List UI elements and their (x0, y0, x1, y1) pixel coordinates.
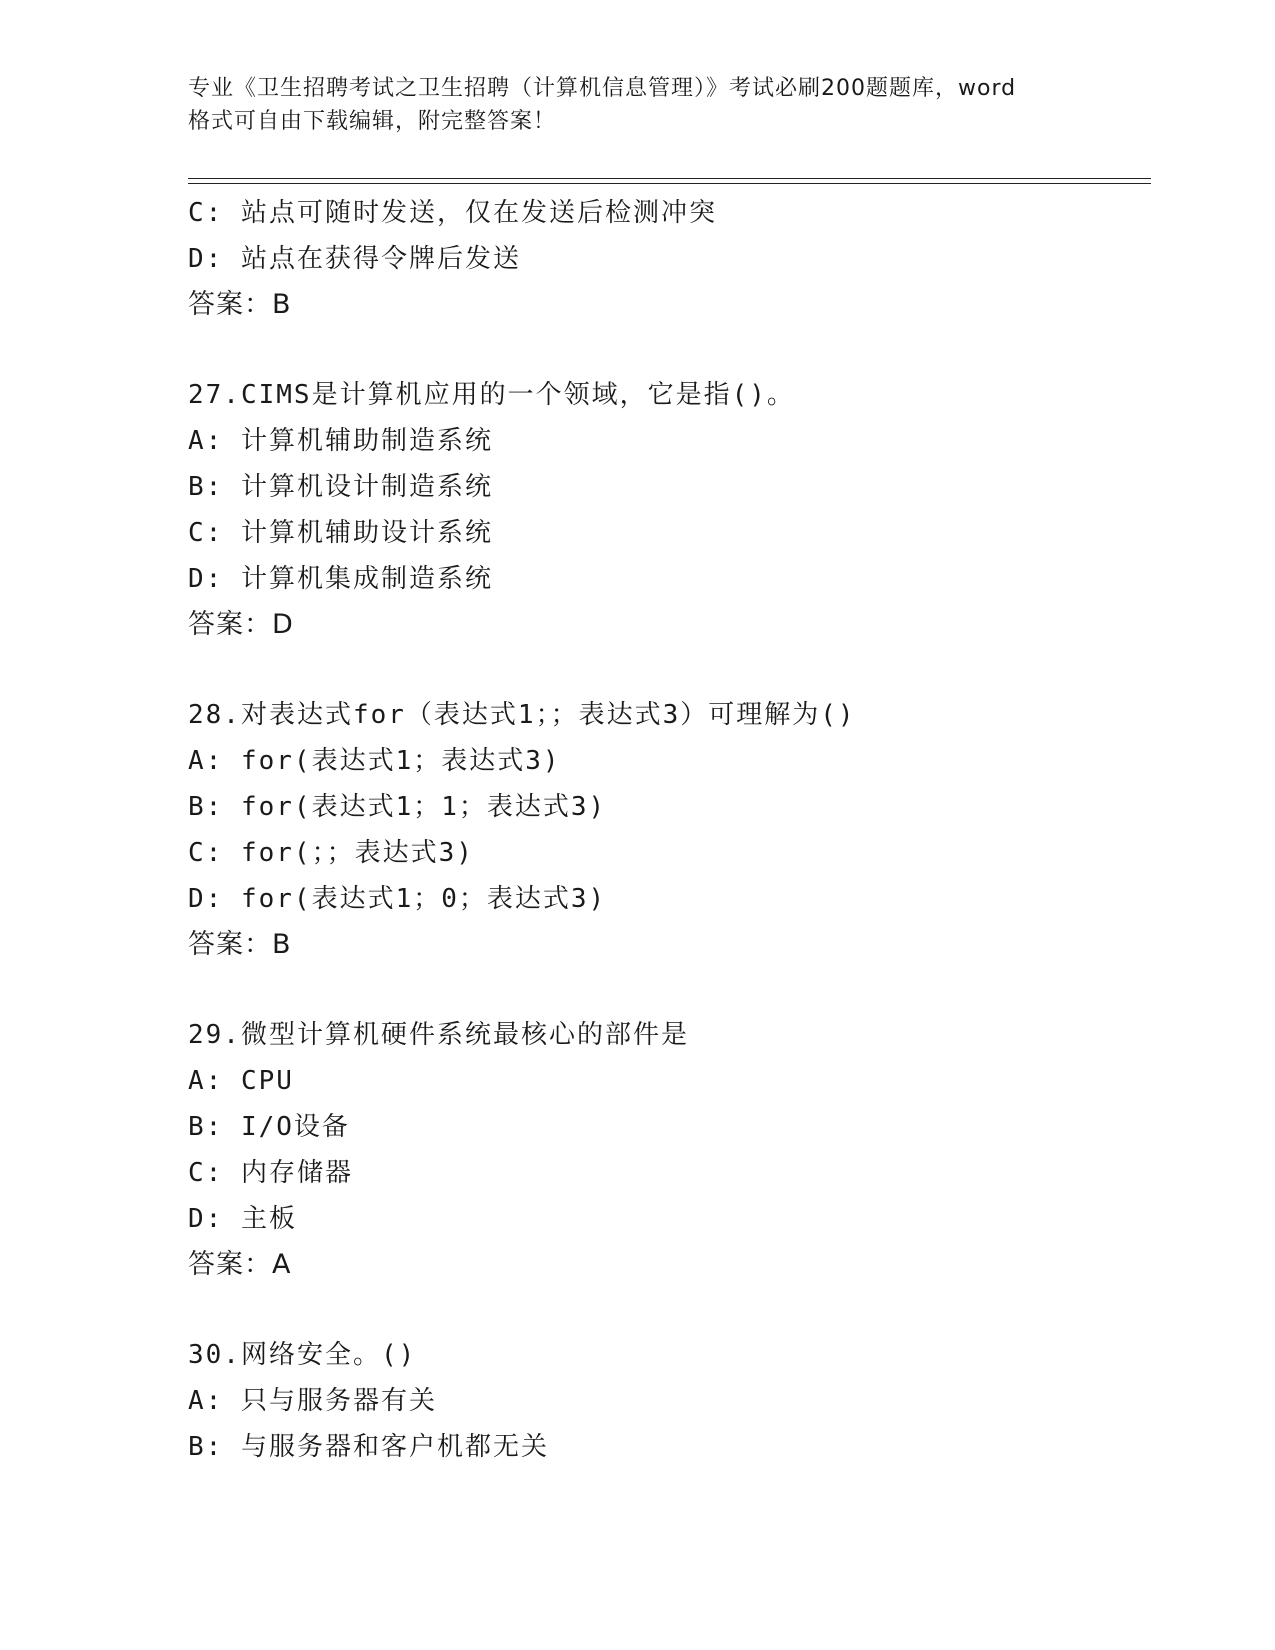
spacer (188, 648, 1148, 692)
header-title-line-2: 格式可自由下载编辑，附完整答案！ (188, 109, 557, 134)
header-title-line-1: 专业《卫生招聘考试之卫生招聘（计算机信息管理）》考试必刷200题题库，word (188, 76, 1017, 101)
question-stem: 28.对表达式for（表达式1；；表达式3）可理解为() (188, 700, 856, 730)
header-rule-top (188, 178, 1151, 179)
option-a: A: for(表达式1；表达式3) (188, 746, 561, 776)
question-29 (188, 1012, 1148, 1288)
option-a: A: 只与服务器有关 (188, 1386, 437, 1416)
option-d: D: 站点在获得令牌后发送 (188, 244, 521, 274)
spacer (188, 328, 1148, 372)
option-d: D: for(表达式1；0；表达式3) (188, 884, 607, 914)
question-stem: 29.微型计算机硬件系统最核心的部件是 (188, 1020, 689, 1050)
question-stem: 27.CIMS是计算机应用的一个领域，它是指()。 (188, 380, 795, 410)
answer-line: 答案：B (188, 289, 292, 320)
question-30 (188, 1332, 1148, 1470)
header-rule-bottom (188, 183, 1151, 184)
option-b: B: 与服务器和客户机都无关 (188, 1432, 549, 1462)
option-c: C: 站点可随时发送，仅在发送后检测冲突 (188, 198, 717, 228)
option-d: D: 主板 (188, 1204, 297, 1234)
answer-line: 答案：D (188, 609, 294, 640)
spacer (188, 968, 1148, 1012)
option-a: A: 计算机辅助制造系统 (188, 426, 493, 456)
question-27 (188, 372, 1148, 648)
spacer (188, 1288, 1148, 1332)
option-c: C: for(；；表达式3) (188, 838, 474, 868)
answer-line: 答案：B (188, 929, 292, 960)
option-b: B: 计算机设计制造系统 (188, 472, 493, 502)
document-header (188, 72, 1088, 138)
question-stem: 30.网络安全。() (188, 1340, 417, 1370)
option-d: D: 计算机集成制造系统 (188, 564, 493, 594)
option-a: A: CPU (188, 1066, 294, 1096)
question-list (188, 190, 1148, 1470)
option-b: B: I/O设备 (188, 1112, 350, 1142)
question-28 (188, 692, 1148, 968)
option-c: C: 内存储器 (188, 1158, 353, 1188)
question-26-continued (188, 190, 1148, 328)
option-b: B: for(表达式1；1；表达式3) (188, 792, 607, 822)
option-c: C: 计算机辅助设计系统 (188, 518, 493, 548)
answer-line: 答案：A (188, 1249, 292, 1280)
